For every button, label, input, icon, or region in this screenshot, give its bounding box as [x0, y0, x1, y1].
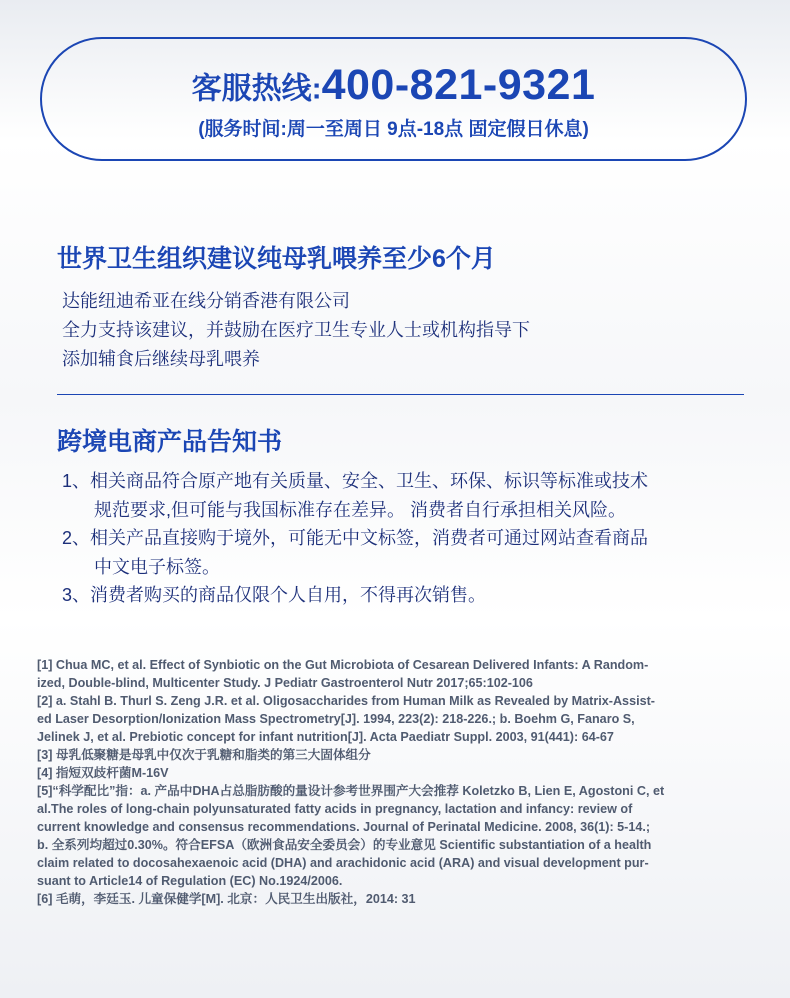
section-divider: [57, 394, 744, 395]
reference-line: ed Laser Desorption/Ionization Mass Spectrometry[J]. 1994, 223(2): 218-226.; b. Boehm G, Fanaro S,: [37, 712, 635, 726]
who-recommendation-title: 世界卫生组织建议纯母乳喂养至少6个月: [57, 245, 496, 273]
references: [37, 656, 749, 908]
who-statement-line: 全力支持该建议，并鼓励在医疗卫生专业人士或机构指导下: [62, 320, 530, 340]
hotline-label: 客服热线:: [191, 72, 322, 106]
reference-line: [2] a. Stahl B. Thurl S. Zeng J.R. et al. Oligosaccharides from Human Milk as Revealed by Matrix-Assist-: [37, 694, 655, 708]
reference-line: [4] 指短双歧杆菌M-16V: [37, 766, 169, 780]
notice-item: 2、相关产品直接购于境外，可能无中文标签，消费者可通过网站查看商品: [62, 528, 649, 548]
reference-line: claim related to docosahexaenoic acid (DHA) and arachidonic acid (ARA) and visual development pur-: [37, 856, 649, 870]
service-hours: (服务时间:周一至周日 9点-18点 固定假日休息): [198, 119, 589, 140]
hotline-main: [42, 61, 745, 110]
reference-line: ized, Double-blind, Multicenter Study. J Pediatr Gastroenterol Nutr 2017;65:102-106: [37, 676, 533, 690]
reference-line: [6] 毛萌，李廷玉. 儿童保健学[M]. 北京：人民卫生出版社，2014: 31: [37, 892, 416, 906]
reference-line: b. 全系列均超过0.30%。符合EFSA（欧洲食品安全委员会）的专业意见 Scientific substantiation of a health: [37, 838, 652, 852]
reference-line: al.The roles of long-chain polyunsaturated fatty acids in pregnancy, lactation and infancy: review of: [37, 802, 633, 816]
reference-line: [5]“科学配比”指：a. 产品中DHA占总脂肪酸的量设计参考世界围产大会推荐 Koletzko B, Lien E, Agostoni C, et: [37, 784, 665, 798]
hotline-number: 400-821-9321: [321, 61, 596, 109]
reference-line: suant to Article14 of Regulation (EC) No.1924/2006.: [37, 874, 343, 888]
reference-line: current knowledge and consensus recommendations. Journal of Perinatal Medicine. 2008, 36(1): 5-14.;: [37, 820, 651, 834]
notice-item-continued: 中文电子标签。: [94, 556, 220, 577]
reference-line: [3] 母乳低聚糖是母乳中仅次于乳糖和脂类的第三大固体组分: [37, 748, 371, 762]
who-statement: [62, 287, 530, 374]
cross-border-notice-list: [62, 467, 762, 610]
notice-item: 1、相关商品符合原产地有关质量、安全、卫生、环保、标识等标准或技术: [62, 471, 649, 491]
reference-line: [1] Chua MC, et al. Effect of Synbiotic on the Gut Microbiota of Cesarean Delivered Infants: A Random-: [37, 658, 649, 672]
reference-line: Jelinek J, et al. Prebiotic concept for infant nutrition[J]. Acta Paediatr Suppl. 2003, 91(441): 64-67: [37, 730, 614, 744]
who-statement-line: 添加辅食后继续母乳喂养: [62, 349, 260, 369]
notice-item: 3、消费者购买的商品仅限个人自用，不得再次销售。: [62, 585, 487, 605]
cross-border-notice-title: 跨境电商产品告知书: [57, 428, 283, 456]
notice-item-continued: 规范要求,但可能与我国标准存在差异。 消费者自行承担相关风险。: [94, 499, 626, 520]
who-statement-line: 达能纽迪希亚在线分销香港有限公司: [62, 291, 350, 311]
customer-service-hotline-box: [40, 37, 747, 161]
